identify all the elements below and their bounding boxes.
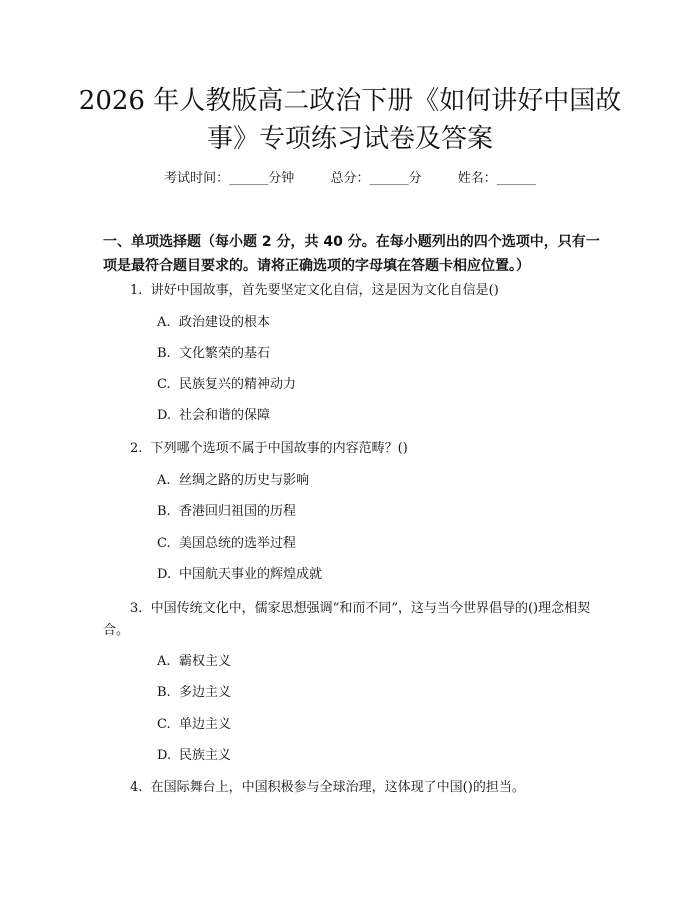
option-3d [157, 747, 231, 765]
option-letter: D. [157, 748, 172, 763]
option-letter: D. [157, 567, 172, 582]
option-2d [157, 566, 322, 584]
question-text: 下列哪个选项不属于中国故事的内容范畴？() [150, 441, 408, 456]
option-letter: B. [157, 346, 171, 361]
question-1 [103, 280, 603, 302]
option-3c [157, 716, 231, 734]
page-title: 2026 年人教版高二政治下册《如何讲好中国故事》专项练习试卷及答案 [78, 86, 622, 154]
option-3b [157, 684, 231, 702]
option-3a [157, 653, 231, 671]
score-blank: ______ [369, 171, 409, 186]
option-letter: C. [157, 536, 171, 551]
question-3 [103, 598, 603, 642]
option-2b [157, 503, 296, 521]
option-letter: A. [157, 473, 171, 488]
question-text: 中国传统文化中，儒家思想强调“和而不同”，这与当今世界倡导的()理念相契合。 [103, 601, 591, 638]
option-1b [157, 345, 270, 363]
option-1a [157, 314, 270, 332]
option-text: 社会和谐的保障 [179, 408, 271, 423]
question-2 [103, 438, 603, 460]
option-text: 单边主义 [179, 717, 232, 732]
option-2c [157, 535, 296, 553]
option-text: 多边主义 [179, 685, 232, 700]
time-unit: 分钟 [268, 171, 295, 186]
option-text: 中国航天事业的辉煌成就 [179, 567, 323, 582]
option-text: 丝绸之路的历史与影响 [179, 473, 310, 488]
time-label: 考试时间： [164, 171, 230, 186]
option-text: 政治建设的根本 [179, 315, 271, 330]
option-text: 香港回归祖国的历程 [179, 504, 297, 519]
option-text: 民族复兴的精神动力 [179, 377, 297, 392]
option-text: 文化繁荣的基石 [179, 346, 271, 361]
name-label: 姓名： [457, 171, 497, 186]
option-1c [157, 376, 296, 394]
score-label: 总分： [330, 171, 370, 186]
option-letter: D. [157, 408, 172, 423]
score-unit: 分 [408, 171, 422, 186]
question-number: 4. [130, 780, 143, 795]
option-1d [157, 407, 270, 425]
exam-meta [0, 170, 700, 188]
option-letter: B. [157, 685, 171, 700]
section-heading: 一、单项选择题（每小题 2 分，共 40 分。在每小题列出的四个选项中，只有一项是最符合题目要求的。请将正确选项的字母填在答题卡相应位置。） [103, 234, 600, 274]
option-letter: A. [157, 315, 171, 330]
option-2a [157, 472, 309, 490]
option-letter: C. [157, 377, 171, 392]
question-text: 在国际舞台上，中国积极参与全球治理，这体现了中国()的担当。 [150, 780, 525, 795]
question-number: 1. [130, 283, 143, 298]
name-blank: ______ [496, 171, 536, 186]
question-number: 3. [130, 601, 143, 616]
option-letter: A. [157, 654, 171, 669]
option-letter: C. [157, 717, 171, 732]
time-blank: ______ [229, 171, 269, 186]
question-number: 2. [130, 441, 143, 456]
option-text: 霸权主义 [179, 654, 232, 669]
question-text: 讲好中国故事，首先要坚定文化自信，这是因为文化自信是() [150, 283, 499, 298]
option-text: 民族主义 [179, 748, 232, 763]
option-letter: B. [157, 504, 171, 519]
option-text: 美国总统的选举过程 [179, 536, 297, 551]
question-4 [103, 777, 603, 799]
